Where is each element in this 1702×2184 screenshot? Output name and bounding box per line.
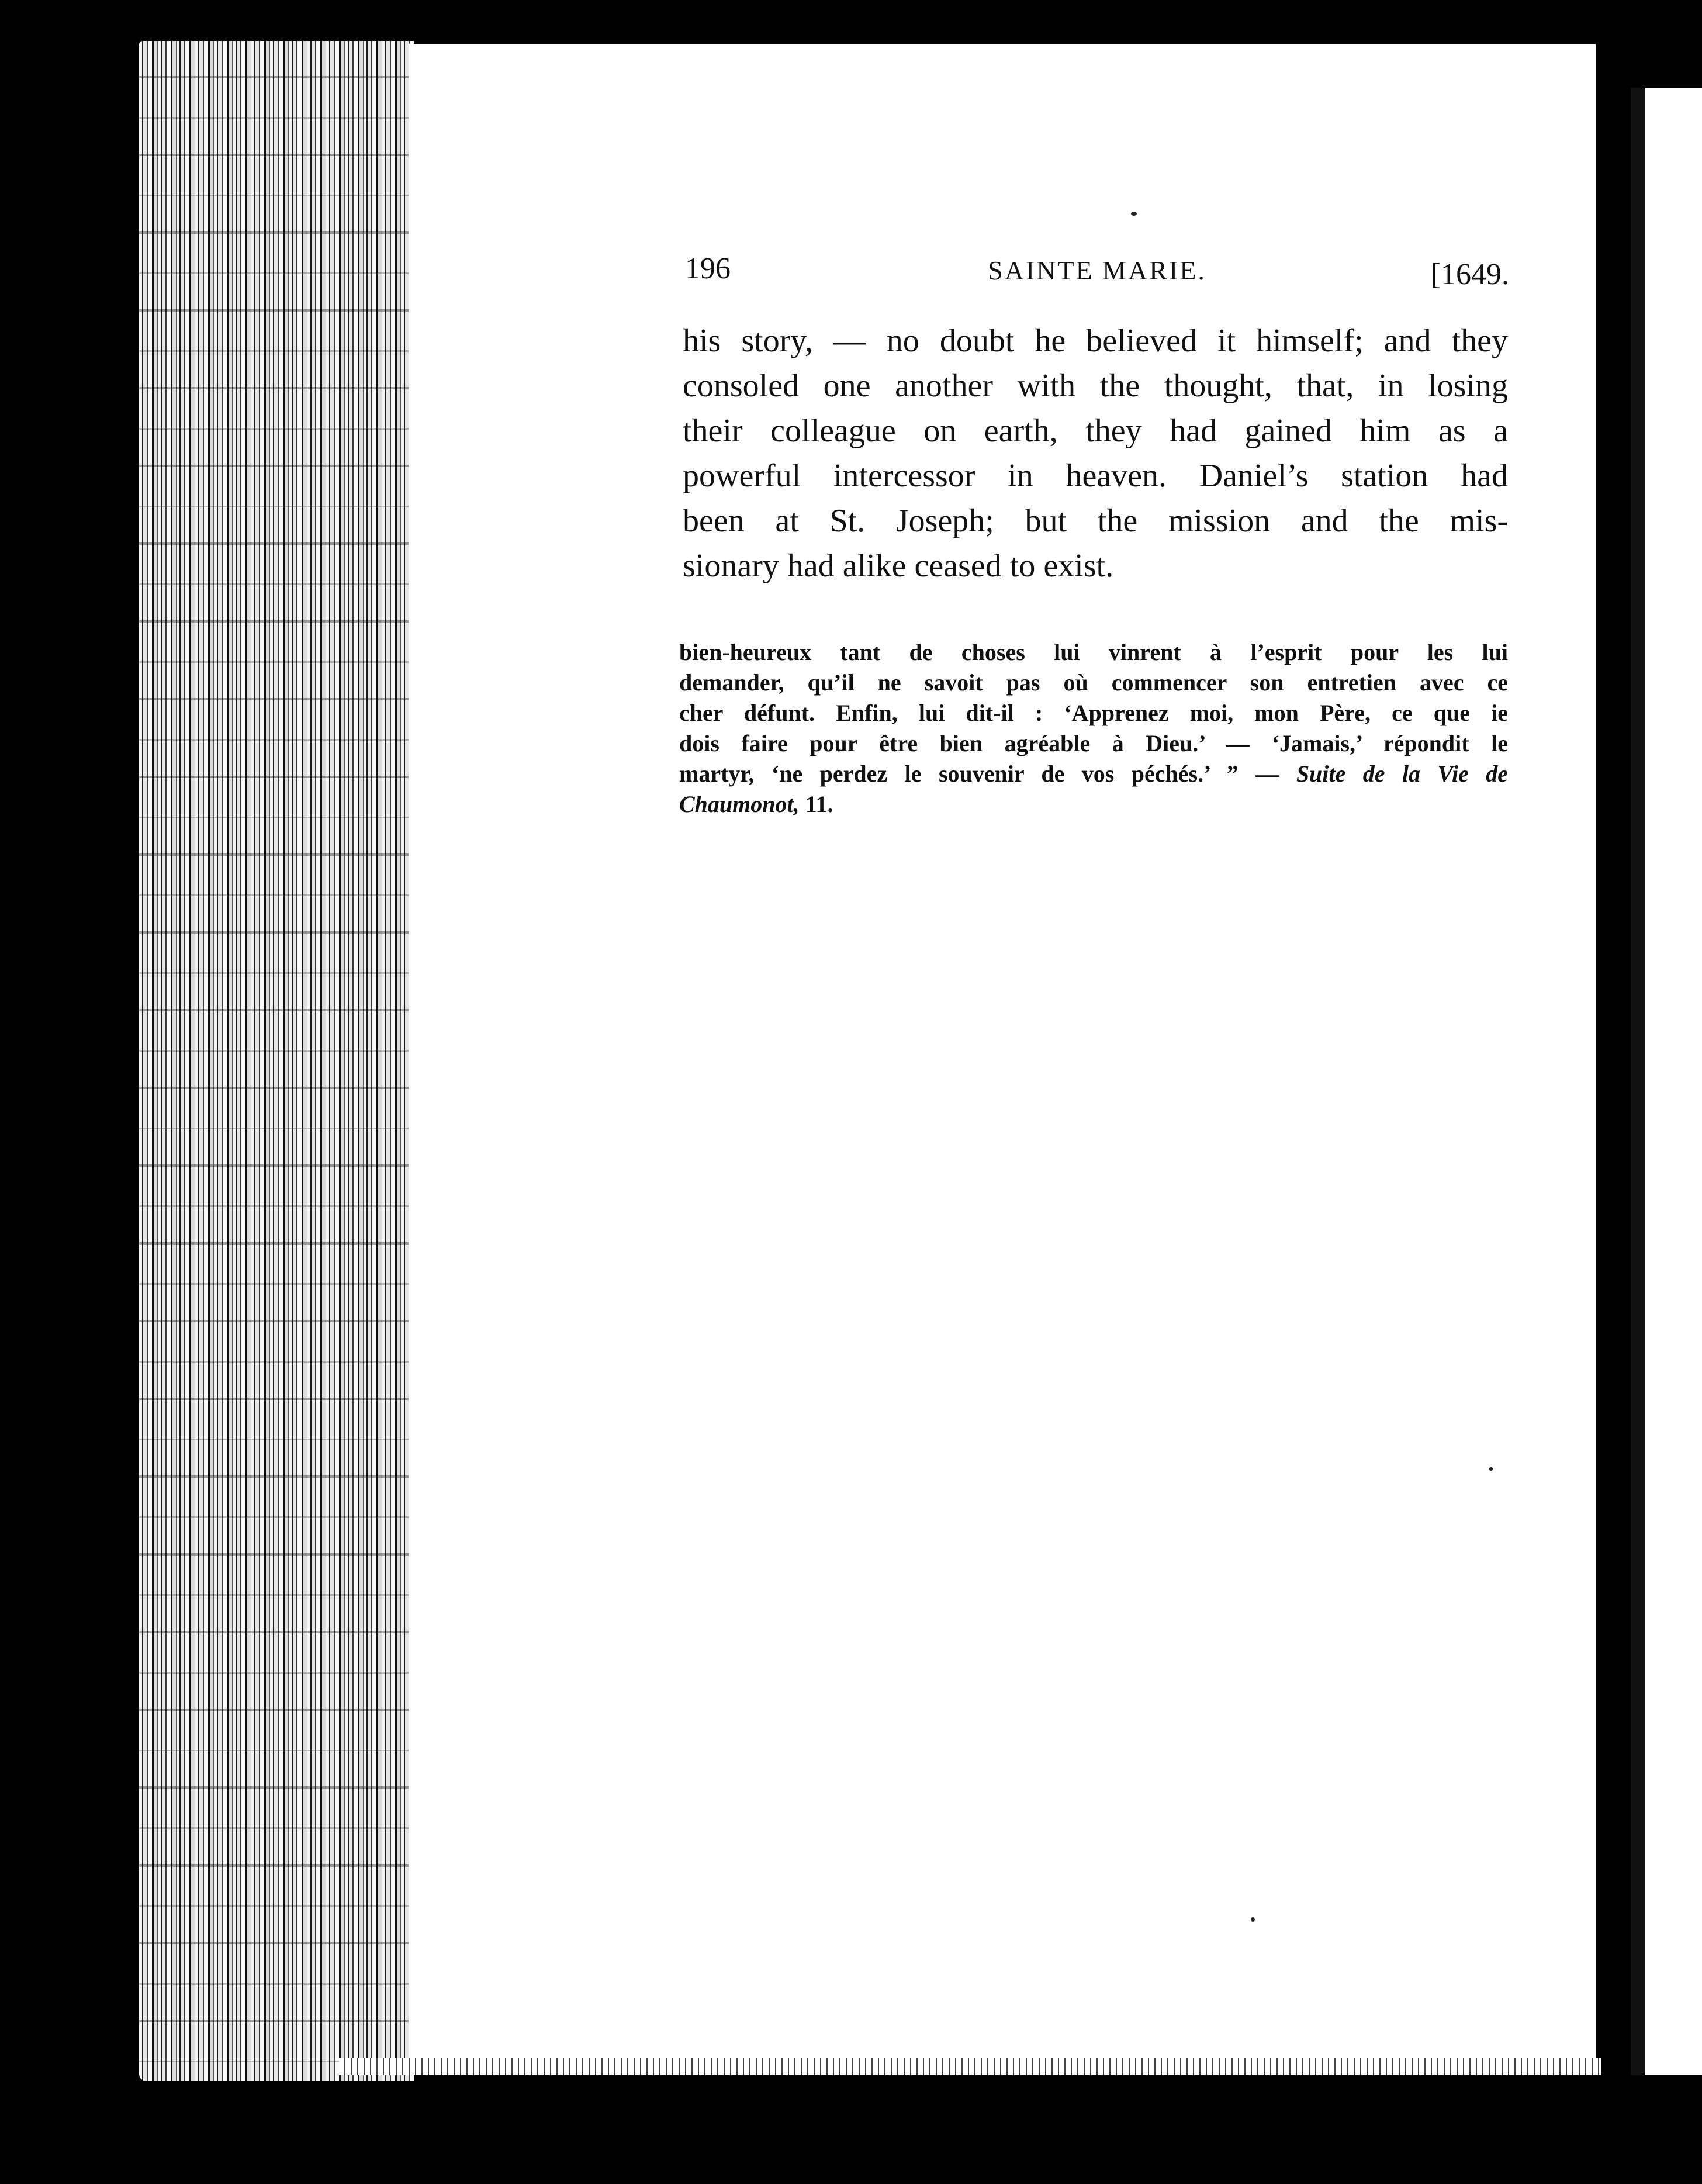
body-line: their colleague on earth, they had gained him as a <box>683 413 1508 449</box>
footnote-citation-line <box>679 789 1508 820</box>
body-paragraph <box>683 319 1508 589</box>
citation-page: 11. <box>805 791 833 817</box>
ink-speck <box>1251 1917 1255 1922</box>
body-line: sionary had alike ceased to exist. <box>683 548 1114 584</box>
footnote-line: cher défunt. Enfin, lui dit-il : ‘Apprenez moi, mon Père, ce que ie <box>679 700 1508 726</box>
body-line: been at St. Joseph; but the mission and the mis- <box>683 503 1508 539</box>
footnote-line-with-citation <box>679 759 1508 789</box>
footnote-line-text: martyr, ‘ne perdez le souvenir de vos péchés.’ ” — <box>679 761 1279 787</box>
body-line: his story, — no doubt he believed it himself; and they <box>683 323 1508 359</box>
footnote-line: demander, qu’il ne savoit pas où commencer son entretien avec ce <box>679 669 1508 696</box>
citation-title: Suite de la Vie de <box>1296 761 1509 787</box>
footnote <box>679 637 1508 820</box>
ink-speck <box>1489 1467 1493 1471</box>
page-header <box>685 251 1509 292</box>
body-line: powerful intercessor in heaven. Daniel’s station had <box>683 458 1508 494</box>
ink-speck <box>1131 212 1137 216</box>
page-number: 196 <box>685 252 731 285</box>
header-year: [1649. <box>1430 258 1509 291</box>
footnote-line: bien-heureux tant de choses lui vinrent à l’esprit pour les lui <box>679 639 1508 665</box>
opposite-page-edge <box>1631 88 1702 2075</box>
footnote-line: dois faire pour être bien agréable à Dieu.’ — ‘Jamais,’ répondit le <box>679 730 1508 756</box>
citation-title-cont: Chaumonot, <box>679 791 800 817</box>
page-bottom-edge <box>339 2058 1601 2075</box>
running-title: SAINTE MARIE. <box>988 255 1206 285</box>
book-page-edges <box>139 41 414 2081</box>
body-line: consoled one another with the thought, that, in losing <box>683 368 1508 404</box>
